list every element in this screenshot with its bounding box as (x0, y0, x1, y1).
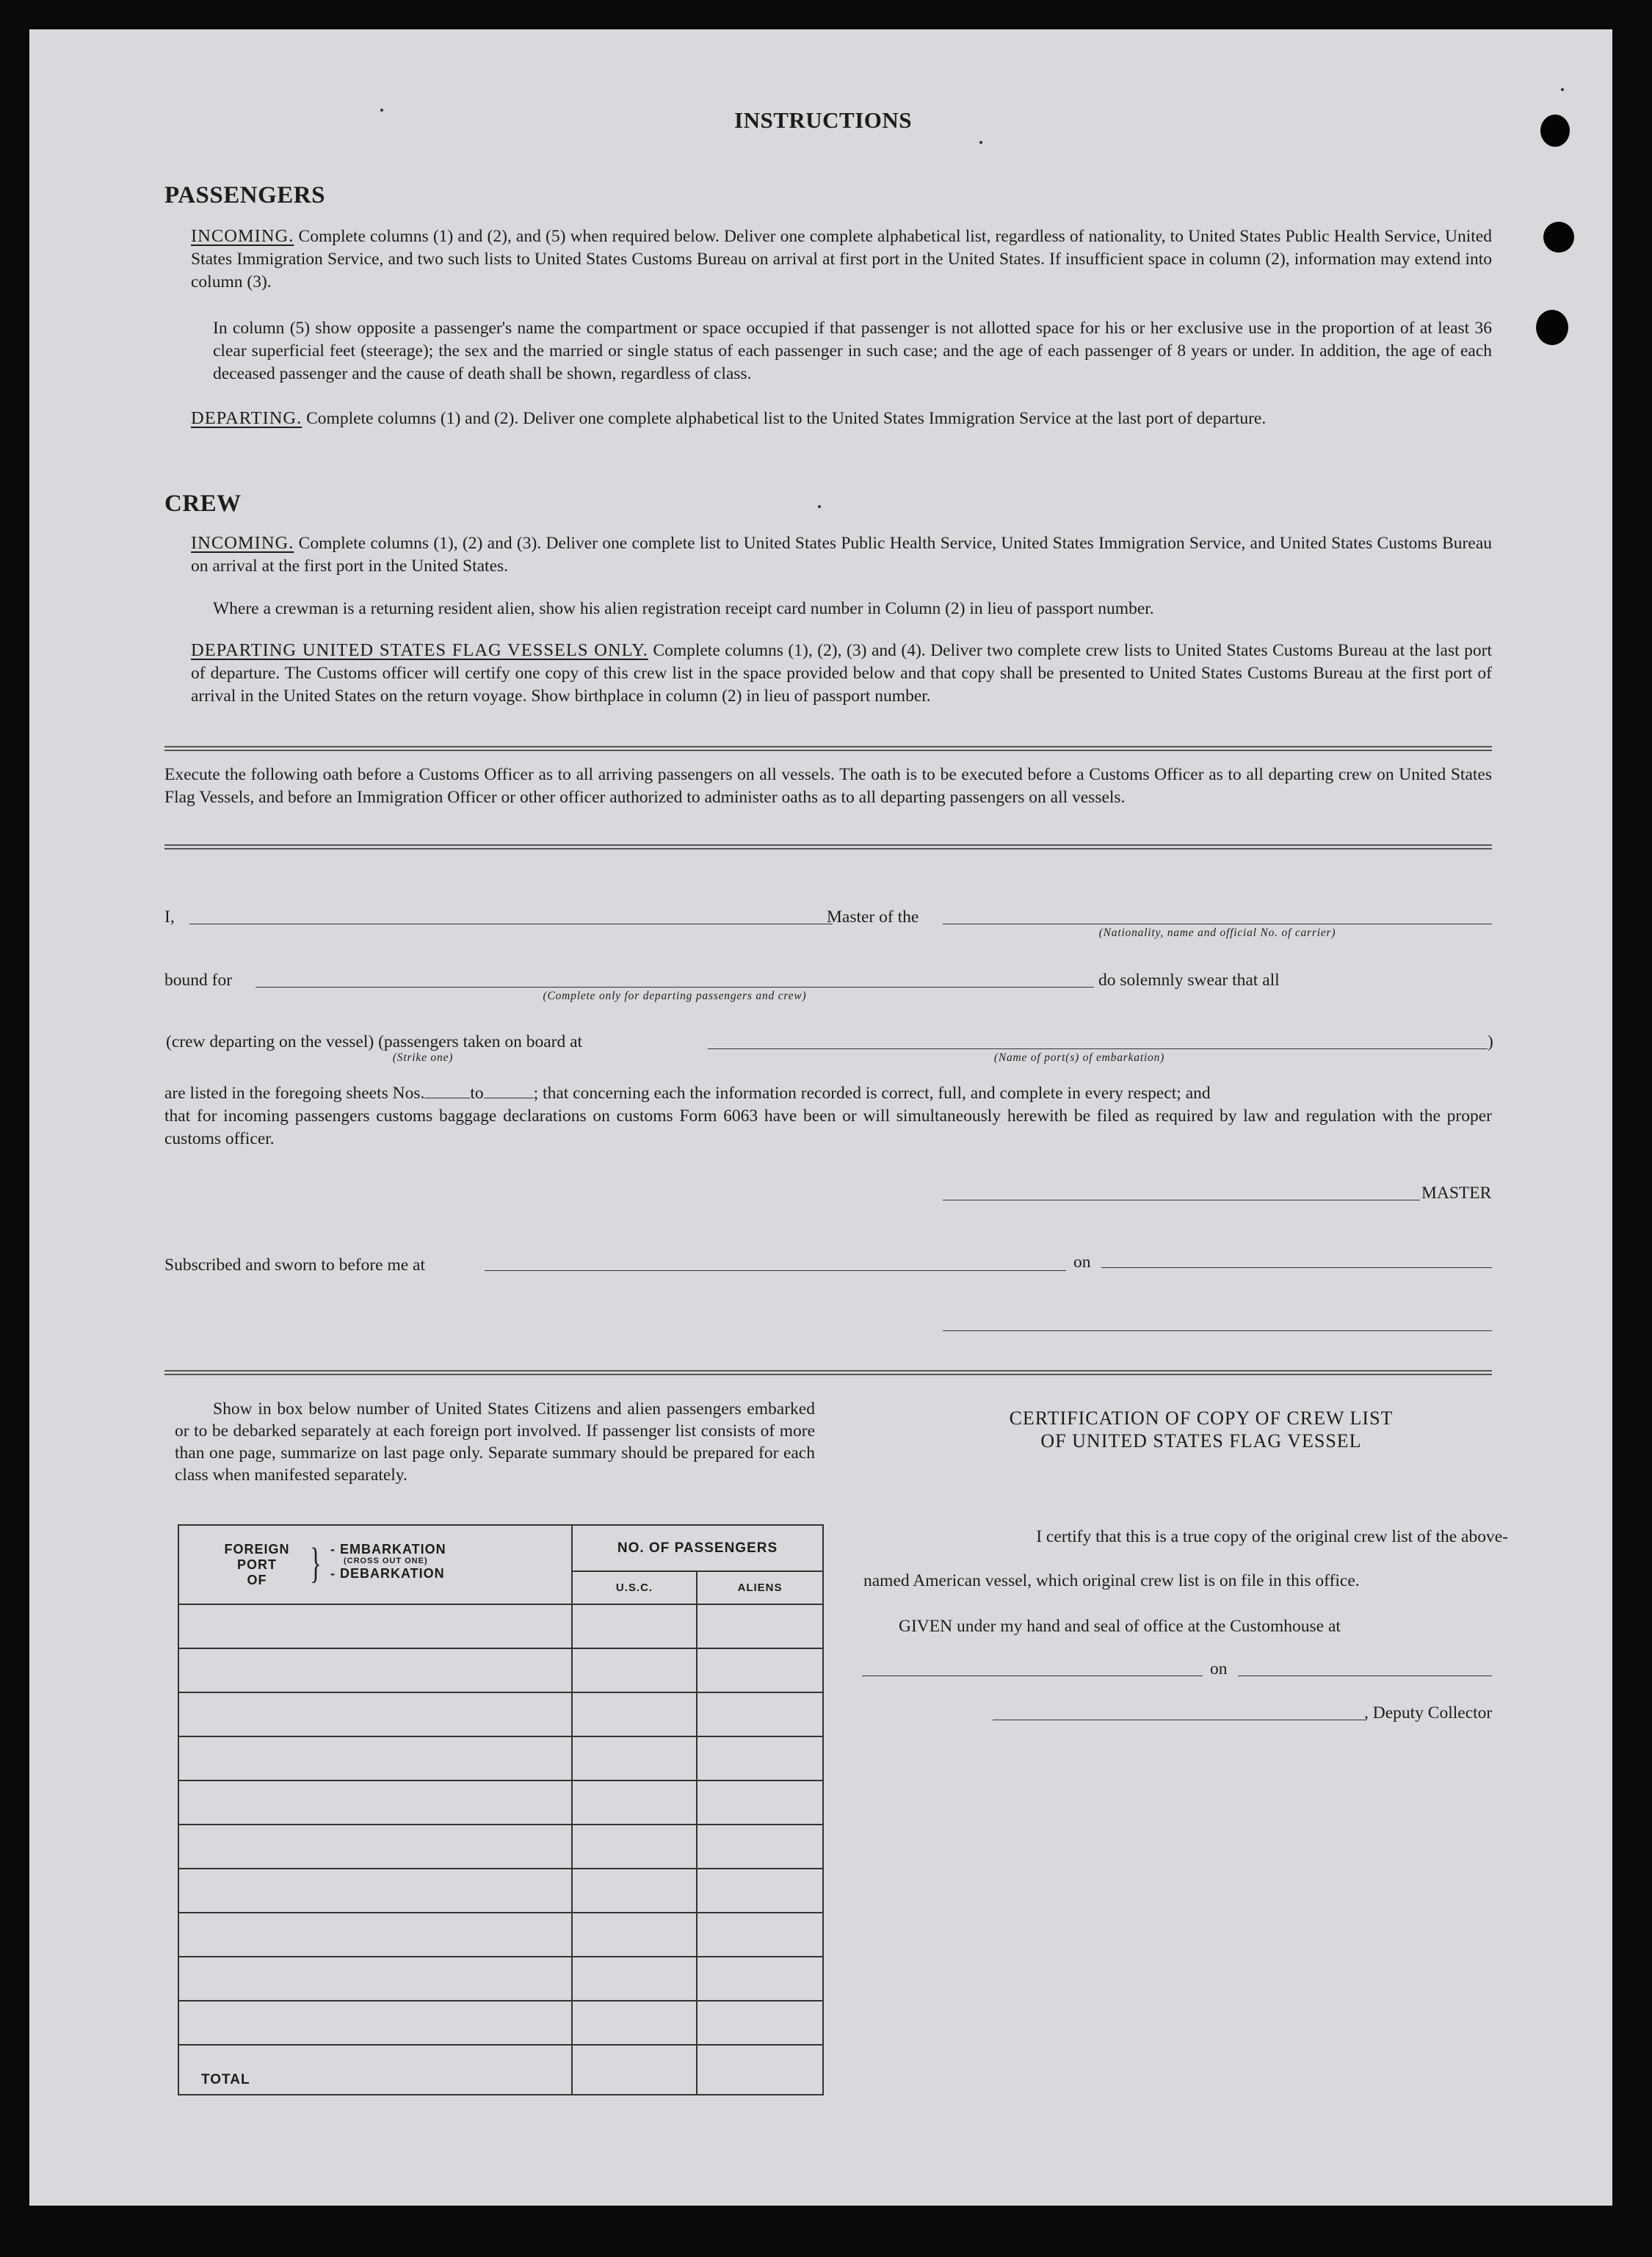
crew-departing-label: DEPARTING UNITED STATES FLAG VESSELS ONLY. (191, 640, 648, 660)
crew-incoming-text: Complete columns (1), (2) and (3). Deliver one complete list to United States Public Health Service, United States Immigration Service, and United States Customs Bureau on arrival at the first port in the United States. (191, 534, 1492, 576)
embarkation-port-field[interactable] (708, 1048, 1488, 1049)
passengers-incoming-label: INCOMING. (191, 226, 294, 246)
table-row (178, 1692, 823, 1736)
passenger-summary-table (178, 1524, 824, 2095)
oath-i: I, (164, 907, 175, 927)
speck (979, 141, 982, 144)
passengers-column5: In column (5) show opposite a passenger's name the compartment or space occupied if that passenger is not allotted space for his or her exclusive use in the proportion of at least 36 clear superficial feet (steerage); the sex and the married or single status of each passenger in such case; and the age of each passenger of 8 years or under. In addition, the age of each deceased passenger and the cause of death shall be shown, regardless of class. (213, 319, 1492, 383)
usc-cell[interactable] (572, 1957, 697, 2001)
port-cell[interactable] (178, 1780, 572, 1825)
certification-on-label: on (1210, 1659, 1228, 1678)
swear-text: do solemnly swear that all (1098, 971, 1280, 990)
customhouse-field[interactable] (862, 1675, 1203, 1676)
punch-hole (1540, 115, 1570, 147)
certification-text: I certify that this is a true copy of the original crew list of the above- (1036, 1527, 1508, 1546)
subscribed-label: Subscribed and sworn to before me at (164, 1256, 426, 1275)
punch-hole (1543, 222, 1574, 253)
speck (1561, 88, 1564, 91)
no-of-passengers-header: NO. OF PASSENGERS (572, 1525, 823, 1571)
passengers-departing-text: Complete columns (1) and (2). Deliver one complete alphabetical list to the United States Immigration Service at the last port of departure. (306, 409, 1267, 428)
crew-heading: CREW (164, 490, 242, 517)
passengers-departing (191, 407, 1492, 430)
passengers-heading: PASSENGERS (164, 182, 325, 209)
table-row (178, 1913, 823, 1957)
table-row (178, 1957, 823, 2001)
port-label: PORT (236, 1557, 277, 1572)
port-cell[interactable] (178, 1648, 572, 1692)
crew-departing-text: Complete columns (1), (2), (3) and (4). Deliver two complete crew lists to United States Customs Bureau at the last port of departure. The Customs officer will certify one copy of this crew list in the space provided below and that copy shall be presented to United States Customs Bureau at the first port of arrival in the United States on the return voyage. Show birthplace in column (2) in lieu of passport number. (191, 641, 1492, 706)
aliens-cell[interactable] (697, 1957, 823, 2001)
carrier-caption: (Nationality, name and official No. of carrier) (1098, 927, 1336, 939)
subscribed-date-field[interactable] (1101, 1267, 1492, 1268)
close-paren: ) (1488, 1032, 1493, 1051)
port-cell[interactable] (178, 1604, 572, 1648)
document-page (29, 29, 1612, 2206)
aliens-cell[interactable] (697, 1869, 823, 1913)
port-caption: (Name of port(s) of embarkation) (993, 1051, 1165, 1064)
port-cell[interactable] (178, 1736, 572, 1780)
total-label: TOTAL (178, 2045, 572, 2095)
aliens-cell[interactable] (697, 1604, 823, 1648)
aliens-cell[interactable] (697, 2001, 823, 2045)
aliens-cell[interactable] (697, 1913, 823, 1957)
usc-cell[interactable] (572, 2001, 697, 2045)
passengers-incoming (191, 225, 1492, 294)
brace-icon: } (310, 1539, 322, 1587)
certification-date-field[interactable] (1238, 1675, 1492, 1676)
master-of-the-label: Master of the (827, 907, 919, 927)
usc-cell[interactable] (572, 1736, 697, 1780)
given-text: GIVEN under my hand and seal of office at the Customhouse at (899, 1617, 1341, 1636)
total-aliens-cell[interactable] (697, 2045, 823, 2095)
bound-for-field[interactable] (256, 987, 1094, 988)
usc-cell[interactable] (572, 1604, 697, 1648)
total-usc-cell[interactable] (572, 2045, 697, 2095)
usc-cell[interactable] (572, 1869, 697, 1913)
subscribed-on-label: on (1073, 1253, 1091, 1272)
passengers-departing-label: DEPARTING. (191, 408, 302, 428)
table-row (178, 1825, 823, 1869)
usc-cell[interactable] (572, 1825, 697, 1869)
bound-for-label: bound for (164, 971, 233, 990)
sheets-label: are listed in the foregoing sheets Nos. (164, 1084, 425, 1103)
crew-resident-alien: Where a crewman is a returning resident alien, show his alien registration receipt card number in Column (2) in lieu of passport number. (213, 599, 1154, 618)
port-cell[interactable] (178, 1692, 572, 1736)
certification-title-line2: OF UNITED STATES FLAG VESSEL (1040, 1430, 1362, 1452)
usc-cell[interactable] (572, 1780, 697, 1825)
divider (164, 1370, 1492, 1375)
foreign-port-header (178, 1525, 572, 1604)
debarkation-label: - DEBARKATION (330, 1566, 445, 1581)
crew-incoming (191, 532, 1492, 578)
speck (818, 505, 821, 508)
crew-incoming-label: INCOMING. (191, 533, 294, 553)
of-label: OF (247, 1573, 267, 1587)
sheets-line (164, 1082, 1492, 1105)
port-cell[interactable] (178, 2001, 572, 2045)
oath-intro: Execute the following oath before a Customs Officer as to all arriving passengers on all vessels. The oath is to be executed before a Customs Officer as to all departing crew on United States Flag Vessels, and before an Immigration Officer or other officer authorized to administer oaths as to all departing passengers on all vessels. (164, 765, 1492, 807)
divider (164, 844, 1492, 849)
divider (164, 746, 1492, 751)
aliens-cell[interactable] (697, 1648, 823, 1692)
speck (380, 109, 383, 112)
table-row (178, 1780, 823, 1825)
port-cell[interactable] (178, 1957, 572, 2001)
usc-header: U.S.C. (572, 1571, 697, 1604)
table-row (178, 2001, 823, 2045)
usc-cell[interactable] (572, 1913, 697, 1957)
aliens-cell[interactable] (697, 1780, 823, 1825)
punch-hole (1536, 310, 1568, 345)
passengers-incoming-text: Complete columns (1) and (2), and (5) when required below. Deliver one complete alphabetical list, regardless of nationality, to United States Public Health Service, United States Immigration Service, and two such lists to United States Customs Bureau on arrival at first port in the United States. If insufficient space in column (2), information may extend into column (3). (191, 227, 1493, 291)
cross-out-label: (CROSS OUT ONE) (344, 1557, 428, 1565)
usc-cell[interactable] (572, 1692, 697, 1736)
table-row (178, 1648, 823, 1692)
aliens-cell[interactable] (697, 1736, 823, 1780)
table-row (178, 1869, 823, 1913)
summary-instruction: Show in box below number of United States Citizens and alien passengers embarked or to be debarked separately at each foreign port involved. If passenger list consists of more than one page, summarize on last page only. Separate summary should be prepared for each class when manifested separately. (175, 1399, 815, 1485)
sheets-rest-label: ; that concerning each the information recorded is correct, full, and complete in every respect; and (533, 1084, 1211, 1103)
port-cell[interactable] (178, 1913, 572, 1957)
strike-caption: (Strike one) (392, 1051, 454, 1064)
oath-declaration: that for incoming passengers customs baggage declarations on customs Form 6063 have been or will simultaneously herewith be filed as required by law and regulation with the proper customs officer. (164, 1106, 1492, 1148)
page-title: INSTRUCTIONS (734, 107, 913, 133)
foreign-label: FOREIGN (224, 1542, 290, 1557)
bound-for-caption: (Complete only for departing passengers and crew) (543, 990, 807, 1002)
deputy-collector-label: , Deputy Collector (1364, 1703, 1493, 1722)
sheets-to-label: to (470, 1084, 484, 1103)
usc-cell[interactable] (572, 1648, 697, 1692)
aliens-cell[interactable] (697, 1692, 823, 1736)
crew-departing (191, 639, 1492, 708)
embarkation-label: - EMBARKATION (330, 1542, 446, 1557)
certification-text-2: named American vessel, which original crew list is on file in this office. (863, 1571, 1360, 1590)
aliens-header: ALIENS (697, 1571, 823, 1604)
table-row (178, 1604, 823, 1648)
crew-passengers-text: (crew departing on the vessel) (passengers taken on board at (166, 1032, 583, 1051)
table-row (178, 1736, 823, 1780)
officer-signature-field[interactable] (943, 1330, 1492, 1331)
certification-title-line1: CERTIFICATION OF COPY OF CREW LIST (1009, 1408, 1394, 1429)
subscribed-at-field[interactable] (485, 1270, 1066, 1271)
master-label: MASTER (1421, 1184, 1492, 1203)
port-cell[interactable] (178, 1825, 572, 1869)
port-cell[interactable] (178, 1869, 572, 1913)
certification-title (893, 1407, 1510, 1452)
aliens-cell[interactable] (697, 1825, 823, 1869)
